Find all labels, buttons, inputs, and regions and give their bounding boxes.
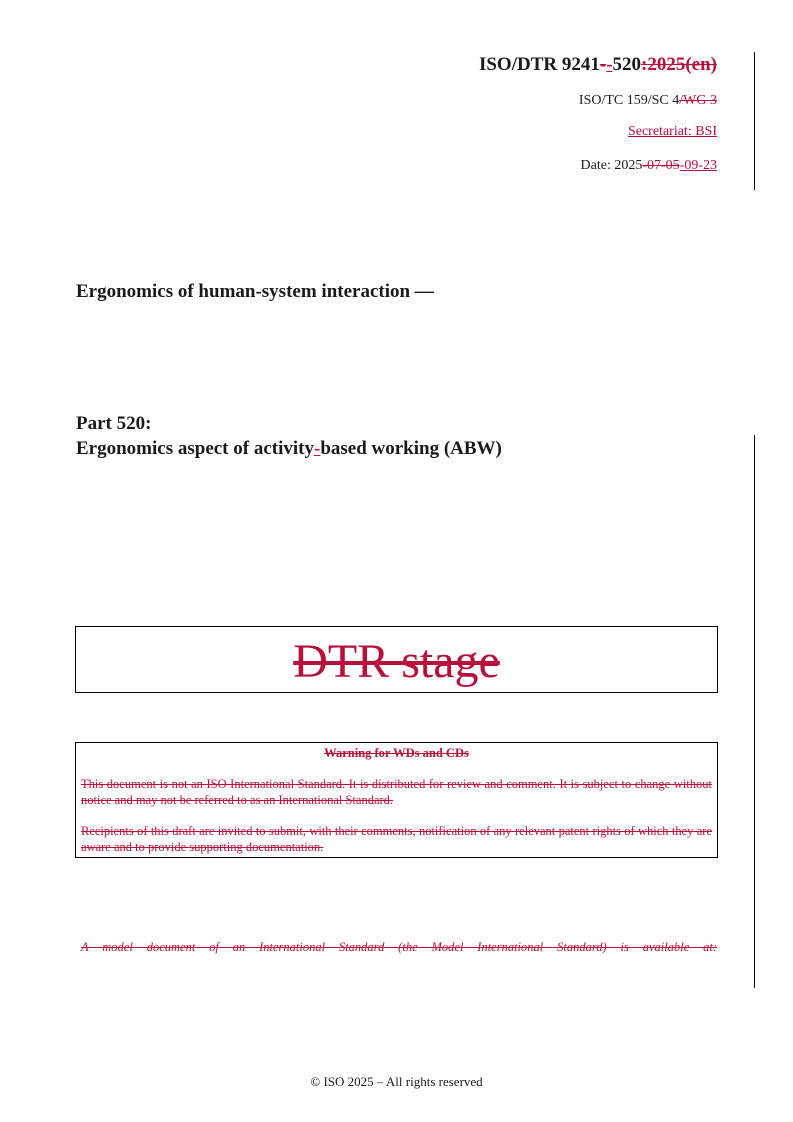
warning-paragraph: This document is not an ISO International Standard. It is distributed for review and comment. It is subject to change without notice and may not be referred to as an International Standard.	[81, 777, 712, 807]
part-title-a: Ergonomics aspect of activity	[76, 438, 314, 459]
committee	[579, 93, 717, 109]
change-bar	[754, 435, 755, 988]
date-deleted: -07-05	[642, 158, 680, 173]
secretariat: Secretariat: BSI	[627, 124, 717, 139]
date	[581, 158, 717, 174]
warning-heading: Warning for WDs and CDs	[324, 746, 469, 760]
inserted-dash: -	[606, 54, 613, 75]
part-title	[76, 411, 502, 461]
doc-id-part: 520	[612, 54, 642, 75]
stage-label: DTR stage	[293, 635, 500, 688]
date-inserted: -09-23	[679, 158, 717, 173]
warning-paragraph: Recipients of this draft are invited to submit, with their comments, notification of any relevant patent rights of which they are aware and to provide supporting documentation.	[81, 824, 712, 854]
copyright-footer: © ISO 2025 – All rights reserved	[310, 1074, 483, 1089]
date-base: Date: 2025	[580, 158, 643, 173]
document-id	[479, 54, 717, 76]
committee-base: ISO/TC 159/SC 4	[578, 93, 680, 108]
stage-box	[75, 626, 718, 693]
warning-box	[75, 742, 718, 858]
deleted-dash: -	[599, 54, 607, 75]
part-title-b: based working (ABW)	[320, 438, 502, 459]
committee-deleted: /WG 3	[679, 93, 717, 108]
main-title: Ergonomics of human-system interaction —	[76, 281, 434, 302]
deleted-suffix: :2025(en)	[641, 54, 717, 75]
model-document-note: A model document of an International Standard (the Model International Standard) is available at:	[81, 940, 717, 954]
change-bar	[754, 52, 755, 190]
doc-id-base: ISO/DTR 9241	[478, 54, 600, 75]
part-title-inserted: -	[313, 438, 321, 459]
part-label: Part 520:	[76, 413, 152, 434]
